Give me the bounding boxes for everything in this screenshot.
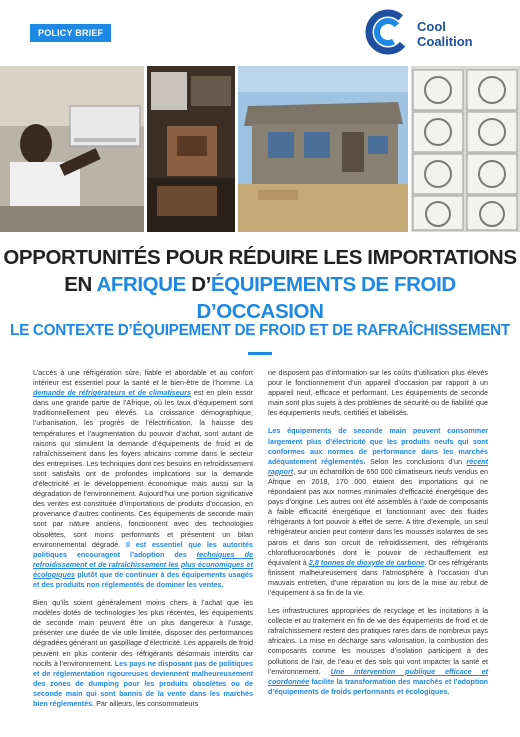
logo-text-line-1: Cool [417, 19, 446, 34]
title-d: D’ [185, 273, 211, 296]
photo-strip [0, 66, 520, 232]
page-title [0, 244, 520, 325]
title-line-1: OPPORTUNITÉS POUR RÉDUIRE LES IMPORTATIONS [3, 246, 517, 269]
right-p2-text-b: , sur un échantillon de 650 000 climatiseurs neufs vendus en Afrique en 2018, 170 000 étaient des importations qui ne répondaient pas aux normes minimales d’efficacité énergétique des pays d’origine. Les autres ont été assemblés à l’aide de composants à faible efficacité énergétique et fonctionnant avec des fluides réfrigérants à fort pouvoir à effet de serre. A titre d’exemple, un seul réfrigérateur ancien peut contenir dans les mousses isolantes de ses parois et dans son circuit de refroidissement, des réfrigérants chlorofluorocarbonés dont le pouvoir de réchauffement est équivalent à [268, 466, 488, 567]
section-heading: LE CONTEXTE D’ÉQUIPEMENT DE FROID ET DE RAFRAÎCHISSEMENT [10, 322, 510, 339]
heading-divider [248, 352, 272, 355]
left-paragraph-1 [33, 368, 253, 590]
right-p2-highlight: Les équipements de seconde main peuvent consommer largement plus d’électricité que les produits neufs qui sont conformes aux normes de performance dans les marchés adéquatement réglementés. [268, 426, 488, 466]
right-p2-text-a: Selon les conclusions d’un [365, 456, 467, 466]
photo-village-building [238, 66, 408, 232]
left-column [33, 368, 253, 717]
logo-text [417, 19, 473, 49]
recent-report-link[interactable]: récent rapport [268, 456, 488, 476]
right-paragraph-3 [268, 606, 488, 697]
left-p1-text-a: L’accès à une réfrigération sûre, fiable et abordable et au confort intérieur est essentiel pour la santé et le bien-être de l’homme. La [33, 368, 253, 388]
right-p3-text-a: Les infrastructures appropriées de recyclage et les incitations à la collecte et au traitement en fin de vie des équipements de froid et de rafraîchissement restent des pratiques rares dans de nombreux pays africains. La mise en décharge sans valorisation, la combustion des composants comme les mousses d’isolation participent à des pollutions de l’air, de l’eau et des sols qui vont impacter la santé et l’environnement. [268, 606, 488, 676]
right-paragraph-2 [268, 426, 488, 598]
left-p1-highlight: Il est essentiel que les autorités politiques encouragent l’adoption des [33, 539, 253, 559]
cool-coalition-logo [364, 8, 494, 58]
logo-mark-icon [364, 8, 412, 56]
title-equipements: ÉQUIPEMENTS DE FROID D’OCCASION [196, 273, 456, 323]
left-p2-highlight: Les pays ne disposant pas de politiques et de réglementation rigoureuses deviennent malheureusement des zones de dumping pour les produits obsolètes ou de seconde main qui sont bannis de la vente dans les marchés bien réglementés. [33, 658, 253, 708]
policy-brief-badge: POLICY BRIEF [30, 24, 111, 42]
public-intervention-link[interactable]: Une intervention publique efficace et coordonnée [268, 666, 488, 686]
title-en: EN [64, 273, 97, 296]
right-column [268, 368, 488, 705]
photo-stacked-ac-units [411, 66, 520, 232]
photo-repair-workshop [147, 66, 235, 232]
co2-tonnes-link[interactable]: 2,8 tonnes de dioxyde de carbone [308, 557, 425, 567]
right-p2-text-c: . Or ces réfrigérants finissent malheureusement dans l’atmosphère à l’occasion d’un mauvais entretien, d’une réparation ou lors de la mise au rebut de l’équipement à sa fin de la vie. [268, 557, 488, 597]
left-p2-text-b: Par ailleurs, les consommateurs [94, 699, 199, 708]
title-afrique: AFRIQUE [96, 273, 186, 296]
techniques-link[interactable]: techniques de refroidissement et de rafraîchissement les plus économiques et écologiques [33, 549, 254, 579]
left-paragraph-2 [33, 598, 253, 709]
right-p3-highlight: facilite la transformation des marchés et l’adoption d’équipements de froids performants et écologiques. [268, 676, 488, 696]
demand-link[interactable]: demande de réfrigérateurs et de climatiseurs [33, 388, 191, 398]
title-line-2 [0, 271, 520, 325]
logo-text-line-2: Coalition [417, 34, 473, 49]
left-p1-text-b: est en plein essor dans une grande partie de l’Afrique, où les taux d’équipement sont traditionnellement peu élevés. La croissance démographique, l’urbanisation, les progrès de l’électrification, la hausse des températures et l’augmentation du pouvoir d’achat, sont autant de raisons qui stimulent la demande d’équipements de froid et de rafraîchissement dans les foyers africains comme dans le secteur des entreprises. Les techniques dont ces besoins en refroidissement sont satisfaits ont de profondes implications sur la demande d’électricité et le développement économique mais aussi sur la dégradation de l’environnement. Aujourd’hui une portion significative des ventes est constituée d’importations de produits d’occasion, en provenance d’autres continents. Ces équipements de seconde main sont par nature anciens, fonctionnent avec des technologies obsolètes, sont moins performants et présentent un bilan environnemental dégradé. [33, 388, 253, 549]
right-paragraph-1: ne disposent pas d’information sur les coûts d’utilisation plus élevés pour le fonctionnement d’un appareil d’occasion par rapport à un appareil neuf, efficace et performant. Les équipements de seconde main sont plus sujets à des problèmes de sécurité ou de fiabilité que les équipements neufs, certifiés et labélisés. [268, 368, 488, 418]
left-p2-text-a: Bien qu’ils soient généralement moins chers à l’achat que les modèles dotés de technologies les plus récentes, les équipements de seconde main peuvent être un plus dangereux à l’usage, présenter une durée de vie utile limitée, disposer des performances dégradées générant un gaspillage d’électricité. Les appareils de froid peuvent en plus contenir des réfrigérants désormais interdits car nocifs à l’environnement. [33, 598, 253, 668]
photo-technician-installing-ac [0, 66, 144, 232]
left-p1-highlight-2: plutôt que de continuer à des équipements usagés et des produits non réglementés de dominer les ventes. [33, 569, 253, 589]
